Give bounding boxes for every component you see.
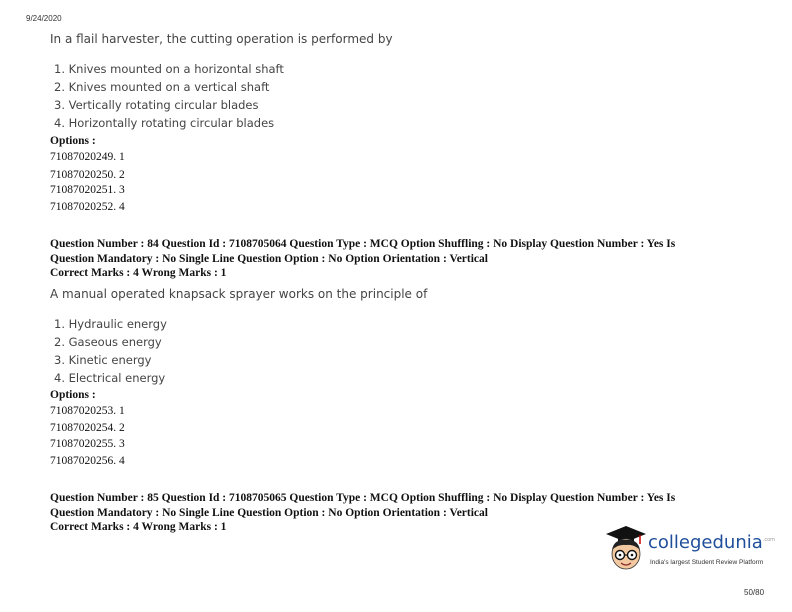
q84-meta-line-2: Question Mandatory : No Single Line Question Option : No Option Orientation : Vertical (50, 252, 488, 265)
q85-meta-line-2: Question Mandatory : No Single Line Question Option : No Option Orientation : Vertical (50, 506, 488, 519)
q84-choice-2: 2. Gaseous energy (54, 335, 162, 349)
question-83-text: In a flail harvester, the cutting operation is performed by (50, 32, 393, 46)
q85-meta-line-1: Question Number : 85 Question Id : 7108705065 Question Type : MCQ Option Shuffling : No Display Question Number : Yes Is (50, 492, 676, 504)
collegedunia-logo (604, 524, 774, 580)
q83-choice-4: 4. Horizontally rotating circular blades (54, 116, 275, 130)
q83-choice-2: 2. Knives mounted on a vertical shaft (54, 80, 270, 94)
mascot-icon (604, 524, 648, 578)
q83-option-id-2: 71087020250. 2 (50, 169, 125, 181)
q85-marks: Correct Marks : 4 Wrong Marks : 1 (50, 521, 227, 533)
q83-choice-3: 3. Vertically rotating circular blades (54, 98, 259, 112)
question-84-text: A manual operated knapsack sprayer works on the principle of (50, 287, 428, 301)
logo-domain: .com (762, 537, 776, 543)
q84-options-label: Options : (50, 389, 96, 401)
q84-marks: Correct Marks : 4 Wrong Marks : 1 (50, 267, 227, 279)
q84-meta (50, 237, 750, 281)
print-date: 9/24/2020 (26, 14, 62, 23)
q83-options-label: Options : (50, 135, 96, 147)
q84-option-id-1: 71087020253. 1 (50, 405, 125, 417)
q83-option-id-4: 71087020252. 4 (50, 201, 125, 213)
page-number: 50/80 (744, 588, 765, 597)
q84-choice-3: 3. Kinetic energy (54, 353, 152, 367)
q84-choice-4: 4. Electrical energy (54, 371, 166, 385)
logo-name: collegedunia (648, 532, 763, 553)
q83-choice-1: 1. Knives mounted on a horizontal shaft (54, 62, 284, 76)
logo-tagline: India's largest Student Review Platform (650, 559, 764, 566)
q83-option-id-3: 71087020251. 3 (50, 184, 125, 196)
q84-option-id-2: 71087020254. 2 (50, 422, 125, 434)
q83-option-id-1: 71087020249. 1 (50, 151, 125, 163)
logo-wordmark (648, 532, 775, 553)
q84-choice-1: 1. Hydraulic energy (54, 317, 167, 331)
q84-option-id-4: 71087020256. 4 (50, 455, 125, 467)
q84-option-id-3: 71087020255. 3 (50, 438, 125, 450)
q84-meta-line-1: Question Number : 84 Question Id : 7108705064 Question Type : MCQ Option Shuffling : No Display Question Number : Yes Is (50, 238, 676, 250)
